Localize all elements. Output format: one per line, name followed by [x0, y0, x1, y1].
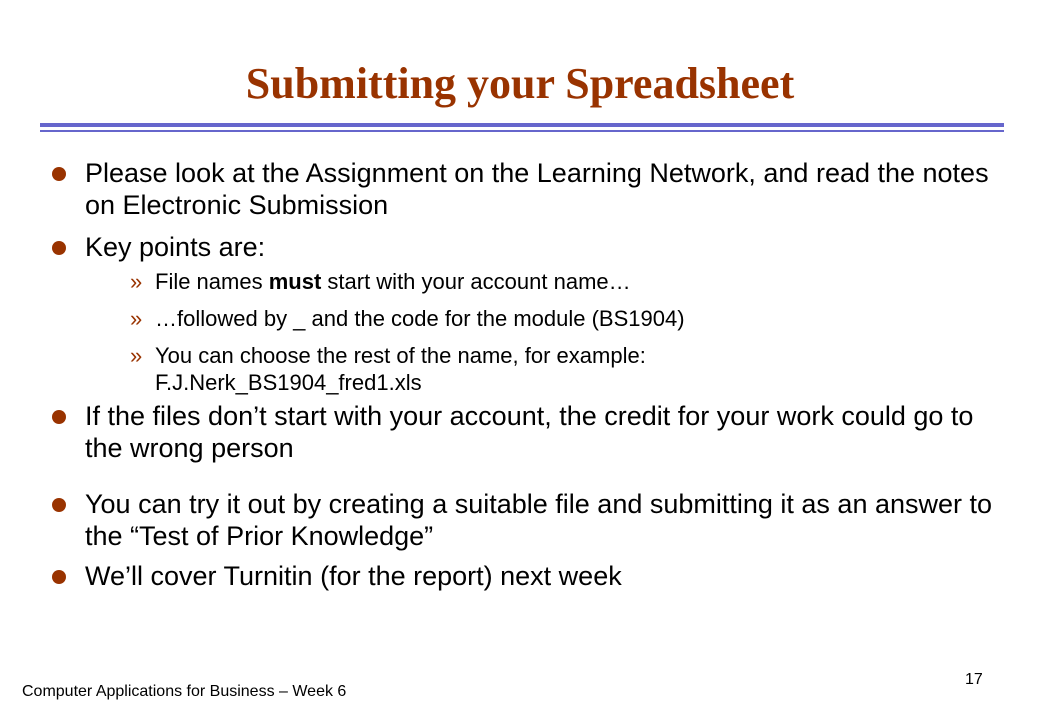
bullet-dot-icon	[52, 570, 66, 584]
sub-bullet-item	[85, 268, 1002, 295]
bullet-dot-icon	[52, 167, 66, 181]
bullet-dot-icon	[52, 241, 66, 255]
bullet-text: Please look at the Assignment on the Learning Network, and read the notes on Electronic Submission	[85, 158, 989, 220]
chevron-right-icon: »	[130, 269, 143, 294]
sub-bullet-item	[85, 342, 1002, 396]
bullet-text: If the files don’t start with your account, the credit for your work could go to the wrong person	[85, 401, 974, 463]
sub-bullet-list	[85, 268, 1002, 396]
sub-bullet-item	[85, 305, 1002, 332]
bullet-dot-icon	[52, 410, 66, 424]
example-filename: F.J.Nerk_BS1904_fred1.xls	[155, 370, 422, 395]
bullet-item	[52, 560, 1002, 592]
bullet-text: You can try it out by creating a suitable file and submitting it as an answer to the “Test of Prior Knowledge”	[85, 489, 993, 551]
sub-bullet-text: File names	[155, 269, 269, 294]
sub-bullet-text: start with your account name…	[321, 269, 631, 294]
bullet-item	[52, 231, 1002, 396]
title-underline-thick	[40, 123, 1004, 127]
page-number: 17	[965, 671, 983, 688]
bullet-item	[52, 400, 1002, 464]
sub-bullet-text: …followed by _ and the code for the module (BS1904)	[155, 306, 685, 331]
sub-bullet-text: You can choose the rest of the name, for example:	[155, 343, 646, 368]
bullet-text: Key points are:	[85, 232, 266, 262]
sub-bullet-emphasis: must	[268, 269, 322, 294]
bullet-text: We’ll cover Turnitin (for the report) next week	[85, 561, 622, 591]
chevron-right-icon: »	[130, 306, 143, 331]
bullet-item	[52, 157, 1002, 221]
bullet-item	[52, 488, 1002, 552]
slide-title: Submitting your Spreadsheet	[245, 59, 795, 108]
footer-course-label: Computer Applications for Business – Week 6	[22, 683, 347, 700]
title-underline-thin	[40, 130, 1004, 132]
bullet-list	[52, 157, 1002, 592]
bullet-dot-icon	[52, 498, 66, 512]
chevron-right-icon: »	[130, 343, 143, 368]
